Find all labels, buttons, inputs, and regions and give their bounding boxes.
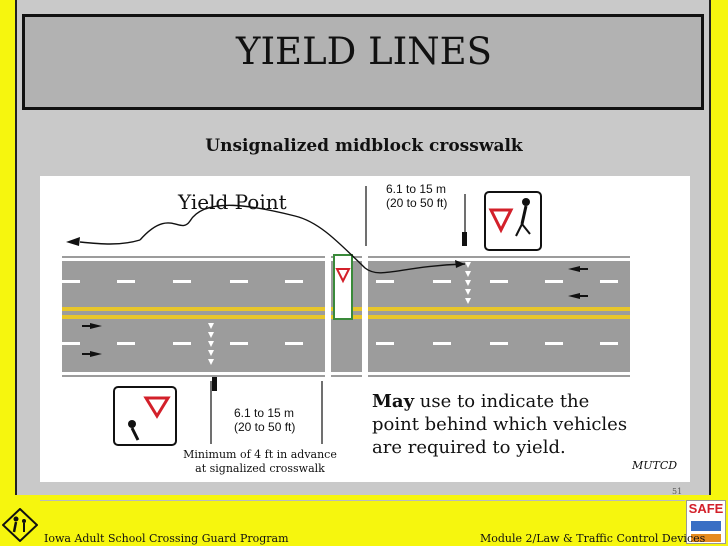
yield-lines-diagram: [40, 176, 690, 482]
slide-title: YIELD LINES: [236, 30, 492, 73]
footer-module-name: Module 2/Law & Traffic Control Devices: [480, 532, 706, 545]
minimum-note: [175, 448, 345, 476]
footer-program-name: Iowa Adult School Crossing Guard Program: [44, 532, 289, 545]
distance-bottom-line1: 6.1 to 15 m: [234, 406, 295, 420]
sign-post-top: [462, 232, 467, 246]
may-line3: are required to yield.: [372, 437, 566, 458]
crossing-guard-logo-icon: [2, 508, 38, 542]
here-to-yield-sign-top: [485, 192, 541, 250]
may-bold: May: [372, 391, 415, 412]
page-number: 51: [672, 487, 683, 496]
distance-top-line1: 6.1 to 15 m: [386, 182, 447, 196]
safe-logo-text: SAFE: [688, 501, 724, 516]
minimum-note-line1: Minimum of 4 ft in advance: [183, 448, 337, 461]
may-line2: point behind which vehicles: [372, 414, 628, 435]
here-to-yield-sign-bottom: [114, 387, 176, 445]
yield-point-label: Yield Point: [178, 190, 287, 214]
yield-point-arrow-head-left: [66, 237, 80, 246]
crosswalk-line-left: [325, 256, 331, 377]
road-edge-bottom: [62, 372, 630, 375]
distance-top: [386, 182, 447, 210]
source-label: MUTCD: [632, 459, 678, 472]
pedestrian-head-top: [522, 198, 530, 206]
crosswalk-sign: [334, 255, 352, 319]
crosswalk-line-right: [362, 256, 368, 377]
slide-subtitle: Unsignalized midblock crosswalk: [205, 136, 523, 156]
distance-top-line2: (20 to 50 ft): [386, 196, 448, 210]
distance-bottom-line2: (20 to 50 ft): [234, 420, 296, 434]
pedestrian-head-bottom: [128, 420, 136, 428]
distance-bottom: [234, 406, 295, 434]
may-rest: use to indicate the: [414, 391, 590, 412]
sign-post-bottom: [212, 377, 217, 391]
footer-divider: [40, 500, 685, 501]
minimum-note-line2: at signalized crosswalk: [195, 462, 325, 475]
may-use-explanation: [372, 390, 672, 459]
